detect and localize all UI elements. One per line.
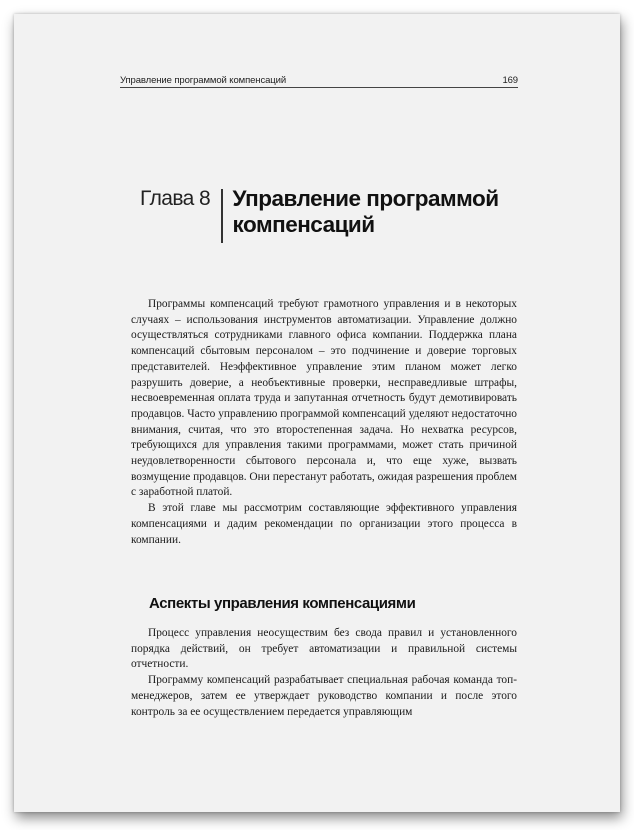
- chapter-heading: [140, 186, 499, 243]
- paragraph: Процесс управления неосуществим без свода правил и установленного порядка действий, он требует автоматизации и правильной системы отчетности.: [131, 627, 517, 671]
- running-head-title: Управление программой компенсаций: [120, 75, 287, 86]
- paragraph: Программы компенсаций требуют грамотного управления и в некоторых случаях – использования инструментов автоматизации. Управление должно осуществляться сотрудниками главного офиса компании. Поддержка плана компенсаций сбытовым персоналом – это подчинение и доверие торговых представителей. Неэффективное управление этим планом может легко разрушить доверие, а необъективные проверки, несправедливые штрафы, несвоевременная оплата труда и запутанная отчетность будут демотивировать продавцов. Часто управлению программой компенсаций уделяют недостаточно внимания, считая, что это второстепенная задача. Но нехватка ресурсов, требующихся для управления такими программами, может стать причиной неудовлетворенности сбытового персонала и, что еще хуже, вызвать возмущение продавцов. Они перестанут работать, ожидая разрешения проблем с заработной платой.: [131, 298, 517, 499]
- section-heading: Аспекты управления компенсациями: [149, 595, 416, 612]
- chapter-label: Глава 8: [140, 187, 211, 210]
- chapter-title-line-1: Управление программой: [232, 186, 499, 211]
- page-number: 169: [502, 75, 518, 86]
- section-text: [131, 626, 517, 720]
- running-head: [120, 75, 518, 86]
- chapter-title: [223, 186, 499, 238]
- running-head-rule: [120, 87, 518, 88]
- paragraph: Программу компенсаций разрабатывает специальная рабочая команда топ-менеджеров, затем ее утверждает руководство компании и после этого контроль за ее осуществлением передается управляющим: [131, 674, 517, 718]
- intro-text: [131, 297, 517, 548]
- chapter-title-line-2: компенсаций: [232, 212, 375, 237]
- paragraph: В этой главе мы рассмотрим составляющие эффективного управления компенсациями и дадим рекомендации по организации этого процесса в компании.: [131, 502, 517, 546]
